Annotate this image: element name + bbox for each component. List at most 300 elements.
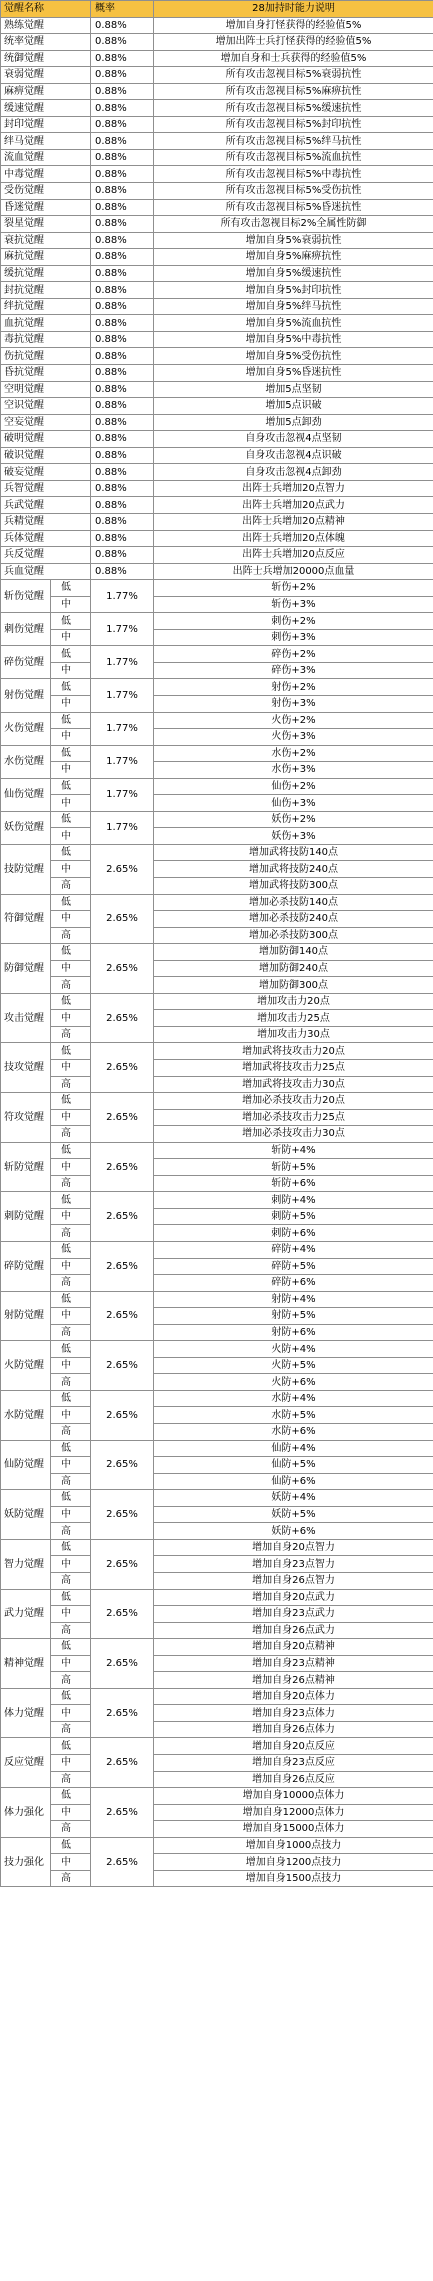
table-row (1, 298, 433, 315)
awakening-rate: 2.65% (91, 844, 154, 894)
awakening-level: 高 (61, 1823, 71, 1835)
awakening-desc: 所有攻击忽视目标5%封印抗性 (154, 116, 433, 133)
awakening-level: 低 (51, 713, 90, 730)
awakening-level: 高 (61, 1327, 71, 1339)
awakening-name: 昏抗觉醒 (1, 365, 91, 382)
awakening-level: 低 (51, 1043, 90, 1060)
awakening-rate: 0.88% (91, 348, 154, 365)
header-name: 觉醒名称 (1, 1, 91, 18)
level-column (51, 1242, 90, 1291)
level-column (51, 944, 90, 993)
table-row (1, 1192, 433, 1209)
awakening-group-cell (1, 1440, 91, 1490)
awakening-group-inner (1, 994, 90, 1043)
table-row (1, 348, 433, 365)
awakening-rate: 0.88% (91, 381, 154, 398)
level-column (51, 713, 90, 745)
awakening-rate: 0.88% (91, 83, 154, 100)
awakening-name: 麻抗觉醒 (1, 249, 91, 266)
awakening-rate: 0.88% (91, 331, 154, 348)
awakening-rate: 0.88% (91, 183, 154, 200)
awakening-rate: 1.77% (91, 745, 154, 778)
awakening-name: 兵体觉醒 (1, 530, 91, 547)
table-row (1, 249, 433, 266)
awakening-name: 仙伤觉醒 (1, 779, 51, 811)
awakening-desc: 增加必杀技防300点 (154, 927, 433, 944)
awakening-desc: 增加武将技攻击力20点 (154, 1043, 433, 1060)
awakening-level: 中 (51, 1656, 90, 1673)
table-row (1, 331, 433, 348)
awakening-rate: 2.65% (91, 1390, 154, 1440)
awakening-rate: 0.88% (91, 464, 154, 481)
awakening-desc: 增加必杀技防140点 (154, 894, 433, 911)
awakening-rate: 0.88% (91, 497, 154, 514)
awakening-rate: 2.65% (91, 1589, 154, 1639)
table-row (1, 646, 433, 663)
awakening-level: 高 (61, 929, 71, 941)
awakening-level: 低 (51, 613, 90, 630)
table-row (1, 1539, 433, 1556)
awakening-level: 中 (61, 698, 71, 710)
awakening-rate: 2.65% (91, 993, 154, 1043)
table-row (1, 1688, 433, 1705)
awakening-desc: 增加自身5%封印抗性 (154, 282, 433, 299)
awakening-rate: 0.88% (91, 513, 154, 530)
awakening-group-inner (1, 1838, 90, 1887)
awakening-desc: 增加自身23点精神 (154, 1655, 433, 1672)
awakening-desc: 所有攻击忽视目标5%衰弱抗性 (154, 67, 433, 84)
awakening-name: 反应觉醒 (1, 1738, 51, 1787)
awakening-desc: 出阵士兵增加20点智力 (154, 480, 433, 497)
awakening-group-inner (1, 1391, 90, 1440)
awakening-name: 技力强化 (1, 1838, 51, 1887)
table-row (1, 1837, 433, 1854)
awakening-rate: 2.65% (91, 1093, 154, 1143)
table-row (1, 1490, 433, 1507)
awakening-group-cell (1, 1688, 91, 1738)
awakening-group-cell (1, 712, 91, 745)
awakening-rate: 1.77% (91, 613, 154, 646)
awakening-level: 中 (61, 797, 71, 809)
awakening-desc: 增加武将技防240点 (154, 861, 433, 878)
awakening-name: 火伤觉醒 (1, 713, 51, 745)
awakening-group-inner (1, 1639, 90, 1688)
level-column (51, 1490, 90, 1539)
awakening-desc: 增加自身20点武力 (154, 1589, 433, 1606)
awakening-group-cell (1, 1390, 91, 1440)
awakening-desc: 射伤+3% (154, 695, 433, 712)
awakening-level: 高 (61, 1277, 71, 1289)
awakening-desc: 射防+5% (154, 1308, 433, 1325)
level-column (51, 1441, 90, 1490)
awakening-rate: 2.65% (91, 1837, 154, 1887)
table-row (1, 778, 433, 795)
awakening-desc: 所有攻击忽视目标5%流血抗性 (154, 149, 433, 166)
table-row (1, 1788, 433, 1805)
awakening-desc: 增加自身和士兵获得的经验值5% (154, 50, 433, 67)
awakening-desc: 斩伤+2% (154, 580, 433, 597)
awakening-desc: 增加防御240点 (154, 960, 433, 977)
awakening-desc: 出阵士兵增加20点精神 (154, 513, 433, 530)
level-column (51, 1738, 90, 1787)
awakening-level: 低 (51, 1590, 90, 1607)
awakening-desc: 水防+6% (154, 1424, 433, 1441)
awakening-rate: 2.65% (91, 1242, 154, 1292)
awakening-name: 体力强化 (1, 1788, 51, 1837)
awakening-group-cell (1, 1490, 91, 1540)
awakening-rate: 2.65% (91, 1142, 154, 1192)
awakening-group-cell (1, 778, 91, 811)
awakening-name: 统率觉醒 (1, 34, 91, 51)
level-column (51, 1838, 90, 1887)
table-row (1, 712, 433, 729)
awakening-rate: 1.77% (91, 580, 154, 613)
awakening-level: 低 (51, 845, 90, 862)
awakening-name: 技攻觉醒 (1, 1043, 51, 1092)
awakening-name: 熟练觉醒 (1, 17, 91, 34)
awakening-rate: 0.88% (91, 216, 154, 233)
awakening-level: 低 (51, 1242, 90, 1259)
awakening-name: 缓抗觉醒 (1, 265, 91, 282)
level-column (51, 1292, 90, 1341)
table-row (1, 232, 433, 249)
awakening-name: 水伤觉醒 (1, 746, 51, 778)
awakening-level: 中 (51, 1110, 90, 1127)
awakening-desc: 增加出阵士兵打怪获得的经验值5% (154, 34, 433, 51)
awakening-name: 刺伤觉醒 (1, 613, 51, 645)
awakening-name: 封抗觉醒 (1, 282, 91, 299)
awakening-name: 碎防觉醒 (1, 1242, 51, 1291)
awakening-desc: 增加自身5%衰弱抗性 (154, 232, 433, 249)
table-row (1, 1390, 433, 1407)
awakening-desc: 火伤+3% (154, 729, 433, 746)
awakening-level: 中 (61, 632, 71, 644)
table-row (1, 100, 433, 117)
awakening-level: 高 (61, 1475, 71, 1487)
table-row (1, 414, 433, 431)
table-row (1, 216, 433, 233)
awakening-level: 高 (61, 1029, 71, 1041)
awakening-rate: 2.65% (91, 1738, 154, 1788)
awakening-level: 低 (51, 580, 90, 597)
awakening-desc: 增加自身5%昏迷抗性 (154, 365, 433, 382)
awakening-name: 毒抗觉醒 (1, 331, 91, 348)
awakening-name: 技防觉醒 (1, 845, 51, 894)
awakening-desc: 碎伤+3% (154, 662, 433, 679)
awakening-rate: 0.88% (91, 100, 154, 117)
awakening-name: 血抗觉醒 (1, 315, 91, 332)
awakening-desc: 火防+6% (154, 1374, 433, 1391)
awakening-desc: 增加攻击力20点 (154, 993, 433, 1010)
awakening-desc: 增加必杀技攻击力20点 (154, 1093, 433, 1110)
awakening-group-inner (1, 1689, 90, 1738)
awakening-name: 兵血觉醒 (1, 563, 91, 580)
awakening-level: 中 (51, 861, 90, 878)
table-row (1, 83, 433, 100)
awakening-level: 中 (61, 598, 71, 610)
awakening-name: 符攻觉醒 (1, 1093, 51, 1142)
awakening-rate: 0.88% (91, 431, 154, 448)
table-row (1, 50, 433, 67)
awakening-level: 低 (51, 1391, 90, 1408)
awakening-desc: 火伤+2% (154, 712, 433, 729)
awakening-group-cell (1, 844, 91, 894)
awakening-name: 攻击觉醒 (1, 994, 51, 1043)
awakening-rate: 2.65% (91, 1043, 154, 1093)
table-row (1, 1093, 433, 1110)
awakening-rate: 0.88% (91, 282, 154, 299)
awakening-level: 中 (51, 1060, 90, 1077)
awakening-level: 低 (51, 679, 90, 696)
awakening-rate: 0.88% (91, 563, 154, 580)
awakening-group-inner (1, 746, 90, 778)
table-row (1, 1589, 433, 1606)
awakening-name: 中毒觉醒 (1, 166, 91, 183)
awakening-rate: 0.88% (91, 149, 154, 166)
awakening-desc: 仙防+5% (154, 1457, 433, 1474)
awakening-name: 受伤觉醒 (1, 183, 91, 200)
awakening-rate: 0.88% (91, 232, 154, 249)
table-row (1, 17, 433, 34)
awakening-desc: 仙伤+2% (154, 778, 433, 795)
awakening-name: 流血觉醒 (1, 149, 91, 166)
awakening-desc: 增加自身5%流血抗性 (154, 315, 433, 332)
awakening-group-cell (1, 1738, 91, 1788)
awakening-rate: 0.88% (91, 199, 154, 216)
table-row (1, 480, 433, 497)
awakening-desc: 增加自身20点精神 (154, 1639, 433, 1656)
awakening-group-inner (1, 1143, 90, 1192)
table-row (1, 1242, 433, 1259)
awakening-name: 缓速觉醒 (1, 100, 91, 117)
awakening-level: 中 (51, 1259, 90, 1276)
awakening-level: 中 (51, 1854, 90, 1871)
level-column (51, 1192, 90, 1241)
awakening-name: 水防觉醒 (1, 1391, 51, 1440)
awakening-level: 中 (61, 764, 71, 776)
awakening-name: 裂星觉醒 (1, 216, 91, 233)
awakening-level: 低 (51, 1788, 90, 1805)
awakening-desc: 仙伤+3% (154, 795, 433, 812)
awakening-desc: 增加攻击力25点 (154, 1010, 433, 1027)
awakening-group-inner (1, 944, 90, 993)
awakening-rate: 0.88% (91, 34, 154, 51)
awakening-rate: 2.65% (91, 944, 154, 994)
awakening-level: 中 (51, 1606, 90, 1623)
awakening-desc: 增加自身10000点体力 (154, 1788, 433, 1805)
level-column (51, 613, 90, 645)
table-row (1, 844, 433, 861)
awakening-rate: 2.65% (91, 1688, 154, 1738)
table-row (1, 315, 433, 332)
awakening-name: 武力觉醒 (1, 1590, 51, 1639)
awakening-desc: 自身攻击忽视4点卸劲 (154, 464, 433, 481)
table-row (1, 679, 433, 696)
table-row (1, 398, 433, 415)
awakening-rate: 1.77% (91, 778, 154, 811)
awakening-level: 中 (61, 731, 71, 743)
awakening-desc: 刺伤+2% (154, 613, 433, 630)
awakening-level: 中 (51, 1805, 90, 1822)
awakening-desc: 增加自身23点智力 (154, 1556, 433, 1573)
awakening-name: 体力觉醒 (1, 1689, 51, 1738)
table-row (1, 431, 433, 448)
awakening-desc: 射伤+2% (154, 679, 433, 696)
awakening-level: 高 (61, 1227, 71, 1239)
awakening-desc: 增加防御300点 (154, 977, 433, 994)
table-row (1, 1142, 433, 1159)
awakening-rate: 0.88% (91, 398, 154, 415)
awakening-level: 低 (51, 895, 90, 912)
awakening-level: 中 (51, 1209, 90, 1226)
awakening-desc: 出阵士兵增加20点体魄 (154, 530, 433, 547)
awakening-desc: 增加自身打怪获得的经验值5% (154, 17, 433, 34)
awakening-level: 低 (51, 1341, 90, 1358)
awakening-desc: 射防+6% (154, 1324, 433, 1341)
awakening-desc: 增加5点识破 (154, 398, 433, 415)
awakening-desc: 增加自身1200点技力 (154, 1854, 433, 1871)
awakening-group-cell (1, 679, 91, 712)
awakening-name: 刺防觉醒 (1, 1192, 51, 1241)
awakening-desc: 所有攻击忽视目标5%缓速抗性 (154, 100, 433, 117)
awakening-rate: 0.88% (91, 315, 154, 332)
awakening-name: 空明觉醒 (1, 381, 91, 398)
awakening-group-inner (1, 1590, 90, 1639)
awakening-level: 低 (51, 779, 90, 796)
awakening-group-cell (1, 1242, 91, 1292)
awakening-desc: 增加防御140点 (154, 944, 433, 961)
awakening-group-inner (1, 895, 90, 944)
awakening-name: 伤抗觉醒 (1, 348, 91, 365)
awakening-desc: 所有攻击忽视目标5%昏迷抗性 (154, 199, 433, 216)
awakening-rate: 0.88% (91, 133, 154, 150)
table-row (1, 282, 433, 299)
table-row (1, 613, 433, 630)
awakening-group-inner (1, 845, 90, 894)
awakening-level: 高 (61, 1178, 71, 1190)
awakening-group-inner (1, 679, 90, 711)
awakening-name: 衰抗觉醒 (1, 232, 91, 249)
table-row (1, 513, 433, 530)
awakening-group-cell (1, 1291, 91, 1341)
level-column (51, 1689, 90, 1738)
table-row (1, 1738, 433, 1755)
awakening-name: 统御觉醒 (1, 50, 91, 67)
awakening-desc: 增加自身26点武力 (154, 1622, 433, 1639)
level-column (51, 845, 90, 894)
awakening-desc: 增加自身23点体力 (154, 1705, 433, 1722)
header-desc: 28加持时能力说明 (154, 1, 433, 18)
awakening-name: 绊马觉醒 (1, 133, 91, 150)
awakening-desc: 斩防+6% (154, 1175, 433, 1192)
awakening-desc: 出阵士兵增加20点武力 (154, 497, 433, 514)
awakening-desc: 增加自身20点反应 (154, 1738, 433, 1755)
awakening-desc: 出阵士兵增加20点反应 (154, 547, 433, 564)
table-header-row (1, 1, 433, 18)
awakening-level: 中 (51, 1705, 90, 1722)
awakening-level: 中 (61, 830, 71, 842)
awakening-group-cell (1, 745, 91, 778)
awakening-level: 低 (51, 1490, 90, 1507)
awakening-level: 低 (51, 1292, 90, 1309)
table-row (1, 563, 433, 580)
awakening-rate: 2.65% (91, 1788, 154, 1838)
awakening-name: 封印觉醒 (1, 116, 91, 133)
awakening-rate: 0.88% (91, 67, 154, 84)
awakening-desc: 增加自身5%缓速抗性 (154, 265, 433, 282)
awakening-group-inner (1, 1192, 90, 1241)
awakening-desc: 增加必杀技攻击力25点 (154, 1109, 433, 1126)
awakening-level: 高 (61, 1873, 71, 1885)
table-row (1, 1639, 433, 1656)
awakening-rate: 2.65% (91, 1539, 154, 1589)
awakening-group-inner (1, 812, 90, 844)
awakening-name: 火防觉醒 (1, 1341, 51, 1390)
awakening-group-cell (1, 1837, 91, 1887)
awakening-group-cell (1, 993, 91, 1043)
awakening-desc: 水伤+3% (154, 762, 433, 779)
table-row (1, 67, 433, 84)
awakening-group-inner (1, 1441, 90, 1490)
header-rate: 概率 (91, 1, 154, 18)
awakening-group-cell (1, 1093, 91, 1143)
awakening-rate: 0.88% (91, 547, 154, 564)
awakening-desc: 增加攻击力30点 (154, 1026, 433, 1043)
awakening-rate: 2.65% (91, 1291, 154, 1341)
awakening-level: 高 (61, 1525, 71, 1537)
awakening-desc: 碎防+6% (154, 1275, 433, 1292)
awakening-desc: 增加自身1500点技力 (154, 1870, 433, 1887)
awakening-level: 中 (51, 1308, 90, 1325)
awakening-level: 高 (61, 1624, 71, 1636)
awakening-desc: 妖防+5% (154, 1506, 433, 1523)
awakening-level: 高 (61, 1773, 71, 1785)
awakening-desc: 仙防+6% (154, 1473, 433, 1490)
awakening-level: 中 (61, 665, 71, 677)
awakening-desc: 增加自身26点智力 (154, 1572, 433, 1589)
awakening-level: 低 (51, 812, 90, 829)
awakening-desc: 增加自身12000点体力 (154, 1804, 433, 1821)
awakening-desc: 增加自身15000点体力 (154, 1821, 433, 1838)
awakening-rate: 2.65% (91, 1192, 154, 1242)
awakening-level: 低 (51, 746, 90, 763)
awakening-level: 低 (51, 994, 90, 1011)
level-column (51, 812, 90, 844)
awakening-rate: 0.88% (91, 365, 154, 382)
awakening-name: 精神觉醒 (1, 1639, 51, 1688)
awakening-level: 中 (51, 911, 90, 928)
awakening-rate: 2.65% (91, 1490, 154, 1540)
awakening-desc: 火防+5% (154, 1357, 433, 1374)
awakening-desc: 增加必杀技攻击力30点 (154, 1126, 433, 1143)
awakening-group-cell (1, 1589, 91, 1639)
awakening-level: 低 (51, 1540, 90, 1557)
awakening-level: 高 (61, 880, 71, 892)
awakening-rate: 0.88% (91, 298, 154, 315)
table-row (1, 547, 433, 564)
awakening-name: 空妄觉醒 (1, 414, 91, 431)
level-column (51, 580, 90, 612)
table-row (1, 993, 433, 1010)
level-column (51, 1341, 90, 1390)
awakening-name: 斩伤觉醒 (1, 580, 51, 612)
table-row (1, 265, 433, 282)
awakening-group-inner (1, 1490, 90, 1539)
awakening-name: 破明觉醒 (1, 431, 91, 448)
awakening-desc: 斩防+4% (154, 1142, 433, 1159)
awakening-level: 低 (51, 646, 90, 663)
awakening-desc: 自身攻击忽视4点识破 (154, 447, 433, 464)
